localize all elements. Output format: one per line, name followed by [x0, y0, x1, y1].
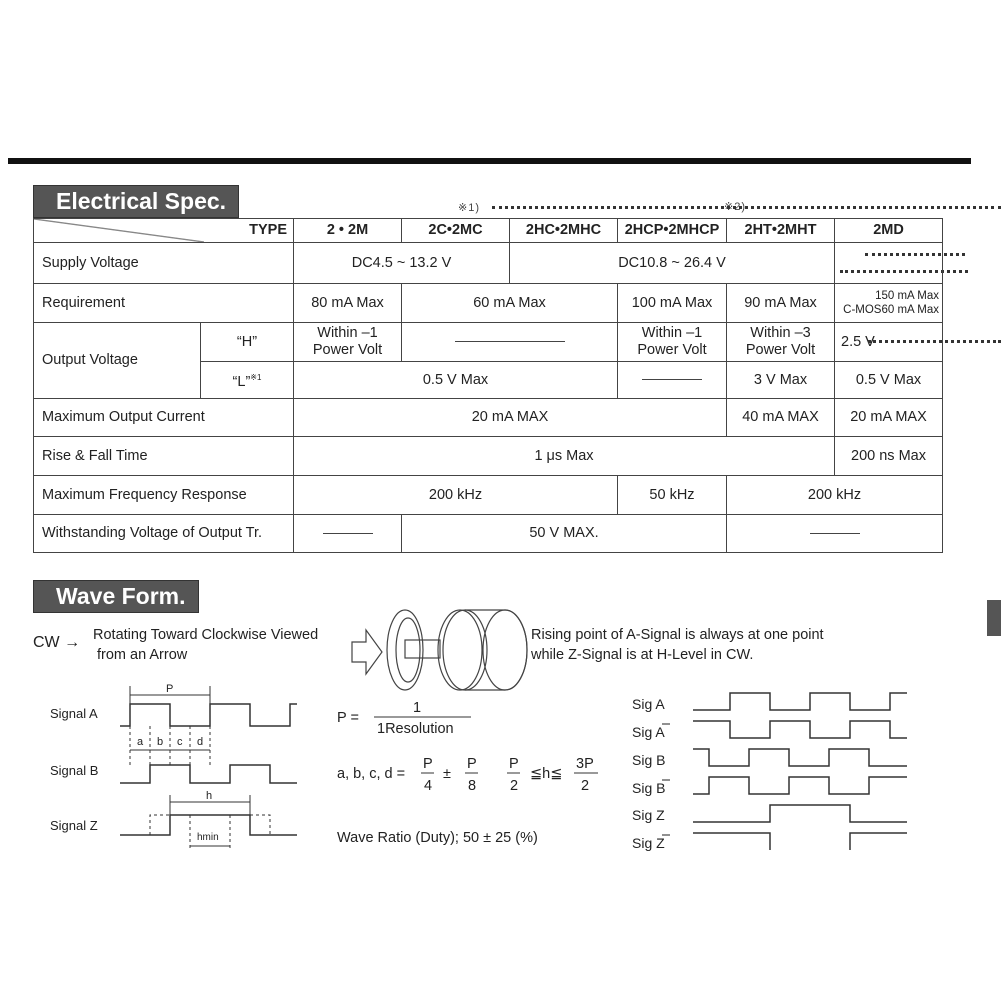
cell-line: Within –3 [750, 325, 811, 341]
note-2: ※2) [724, 201, 746, 213]
encoder-illustration [352, 610, 527, 690]
sig-z-bar-wave [850, 833, 907, 850]
col-header: 2HC•2MHC [510, 219, 618, 243]
cell: 3 V Max [727, 362, 835, 399]
frac-den: 2 [510, 778, 519, 794]
h-label: h [206, 790, 213, 802]
row-label: Output Voltage [34, 323, 201, 399]
row-label: Supply Voltage [34, 243, 294, 284]
rising-text-1: Rising point of A-Signal is always at one point [531, 627, 824, 643]
sig-a-wave [693, 693, 907, 710]
signal-b-wave [120, 765, 297, 783]
type-header: TYPE [34, 219, 294, 243]
cell-line: Power Volt [637, 342, 707, 358]
signal-a-label: Signal A [50, 706, 98, 721]
duty-text: Wave Ratio (Duty); 50 ± 25 (%) [337, 830, 538, 846]
cw-text-2: from an Arrow [97, 647, 188, 663]
rising-text-2: while Z-Signal is at H-Level in CW. [531, 647, 754, 663]
p-label: P [166, 683, 174, 695]
signal-b-label: Signal B [50, 763, 99, 778]
c-label: c [177, 736, 183, 748]
cell: 40 mA MAX [727, 399, 835, 437]
col-header: 2HCP•2MHCP [618, 219, 727, 243]
row-label: Withstanding Voltage of Output Tr. [34, 515, 294, 553]
cell: 50 V MAX. [402, 515, 727, 553]
cell-line: Power Volt [745, 342, 816, 358]
sig-b-bar-label: Sig B [632, 780, 666, 796]
arrow-icon [352, 630, 382, 674]
formula-abcd: a, b, c, d = [337, 766, 406, 782]
sig-z-wave [693, 805, 907, 822]
formula-p: P = [337, 710, 359, 726]
cell: 50 kHz [618, 476, 727, 515]
cell: 100 mA Max [618, 284, 727, 323]
cell: 0.5 V Max [835, 362, 943, 399]
col-header: 2 • 2M [294, 219, 402, 243]
cw-text-1: Rotating Toward Clockwise Viewed [93, 627, 319, 643]
cell: 60 mA Max [402, 284, 618, 323]
encoder-body [465, 610, 527, 690]
sig-b-wave [693, 749, 907, 766]
hmin-label: hmin [197, 832, 219, 843]
sub-label-text: “L” [232, 373, 251, 390]
sub-label: “H” [201, 323, 294, 362]
frac-den: 4 [424, 778, 433, 794]
cell: 90 mA Max [727, 284, 835, 323]
col-header: 2HT•2MHT [727, 219, 835, 243]
cell: DC10.8 ~ 26.4 V [510, 243, 835, 284]
frac-num: P [467, 756, 477, 772]
a-label: a [137, 736, 144, 748]
cell: 200 kHz [727, 476, 943, 515]
h-inequality: ≦h≦ [530, 766, 563, 782]
col-header: 2C•2MC [402, 219, 510, 243]
note-1: ※1) [458, 202, 480, 214]
signal-a-wave [120, 704, 297, 726]
cell: 2.5 V [835, 323, 943, 362]
cell-line: C-MOS60 mA Max [843, 304, 939, 316]
cell: 20 mA MAX [294, 399, 727, 437]
sig-a-bar-label: Sig A [632, 724, 665, 740]
sig-z-bar-label: Sig Z [632, 835, 665, 851]
section-title-electrical: Electrical Spec. [33, 185, 239, 218]
row-label: Requirement [34, 284, 294, 323]
section-title-wave: Wave Form. [33, 580, 199, 613]
footnote-mark: ※1 [250, 373, 262, 383]
row-label: Rise & Fall Time [34, 437, 294, 476]
formula-p-den: 1Resolution [377, 721, 454, 737]
frac-num: P [423, 756, 433, 772]
frac-num: 3P [576, 756, 594, 772]
sig-a-label: Sig A [632, 696, 665, 712]
cell: 80 mA Max [294, 284, 402, 323]
sig-b-label: Sig B [632, 752, 666, 768]
cell: 20 mA MAX [835, 399, 943, 437]
cw-label: CW → [33, 634, 81, 651]
formula-p-num: 1 [413, 700, 422, 716]
sig-z-bar-wave [693, 833, 770, 850]
cell-line: 150 mA Max [875, 290, 939, 302]
row-label: Maximum Output Current [34, 399, 294, 437]
signal-z-label: Signal Z [50, 818, 98, 833]
sig-z-label: Sig Z [632, 807, 665, 823]
sig-b-bar-wave [693, 777, 907, 794]
cell: 1 μs Max [294, 437, 835, 476]
cell-line: Within –1 [317, 325, 378, 341]
b-label: b [157, 736, 164, 748]
cell: 0.5 V Max [294, 362, 618, 399]
cell: DC4.5 ~ 13.2 V [294, 243, 510, 284]
d-label: d [197, 736, 204, 748]
frac-den: 2 [581, 778, 590, 794]
cell-line: Within –1 [641, 325, 703, 341]
sig-a-bar-wave [693, 721, 907, 738]
cell-line: Power Volt [312, 342, 383, 358]
frac-den: 8 [468, 778, 477, 794]
cell: 200 kHz [294, 476, 618, 515]
frac-num: P [509, 756, 519, 772]
cell: 200 ns Max [835, 437, 943, 476]
row-label: Maximum Frequency Response [34, 476, 294, 515]
col-header: 2MD [835, 219, 943, 243]
plus-minus: ± [443, 766, 451, 782]
